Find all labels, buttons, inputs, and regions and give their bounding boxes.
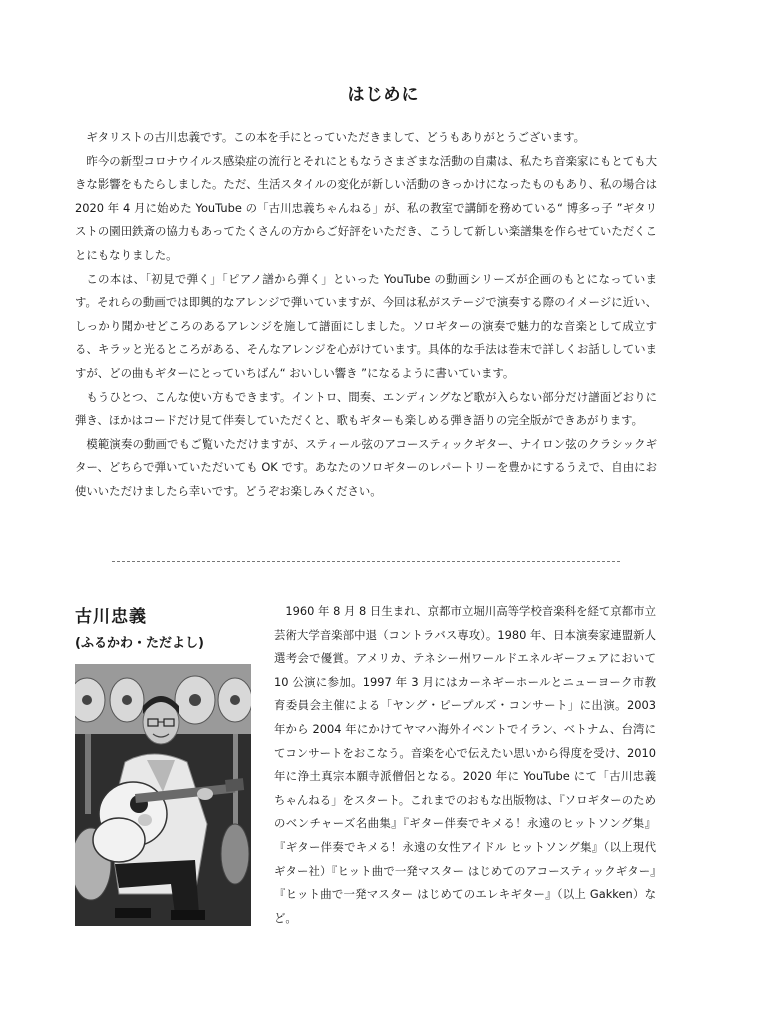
author-bio-text: 1960 年 8 月 8 日生まれ、京都市立堀川高等学校音楽科を経て京都市立芸術大学音楽部中退（コントラバス専攻）。1980 年、日本演奏家連盟新人選考会で優賞。アメリカ、テネシー州ワールドエネルギーフェアにおいて 10 公演に参加。1997 年 3 月にはカーネギーホールとニューヨーク市教育委員会主催による「ヤング・ピープルズ・コンサート」に出演。2003 年から 2004 年にかけてヤマハ海外イベントでイラン、ベトナム、台湾にてコンサートをおこなう。音楽を心で伝えたい思いから得度を受け、2010 年に浄土真宗本願寺派僧侶となる。2020 年に YouTube にて「古川忠義ちゃんねる」をスタート。これまでのおもな出版物は、『ソロギターのためのベンチャーズ名曲集』『ギター伴奏でキメる！永遠のヒットソング集』『ギター伴奏でキメる！永遠の女性アイドル ヒットソング集』（以上現代ギター社）『ヒット曲で一発マスター はじめてのアコースティックギター』『ヒット曲で一発マスター はじめてのエレキギター』（以上 Gakken）など。 bbox=[274, 604, 656, 925]
intro-paragraph: ギタリストの古川忠義です。この本を手にとっていただきまして、どうもありがとうございます。 bbox=[86, 130, 585, 144]
intro-text bbox=[75, 126, 657, 504]
intro-paragraph: 模範演奏の動画でもご覧いただけますが、スティール弦のアコースティックギター、ナイロン弦のクラシックギター、どちらで弾いていただいても OK です。あなたのソロギターのレパートリーを豊かにするうえで、自由にお使いいただけましたら幸いです。どうぞお楽しみください。 bbox=[75, 436, 657, 498]
intro-paragraph: 昨今の新型コロナウイルス感染症の流行とそれにともなうさまざまな活動の自粛は、私たち音楽家にもとても大きな影響をもたらしました。ただ、生活スタイルの変化が新しい活動のきっかけになったものもあり、私の場合は 2020 年 4 月に始めた YouTube の「古川忠義ちゃんねる」が、私の教室で講師を務めている“ 博多っ子 ”ギタリストの園田鉄斎の協力もあってたくさんの方からご好評をいただき、こうして新しい楽譜集を作らせていただくことにもなりました。 bbox=[75, 153, 657, 262]
author-name-reading: (ふるかわ・ただよし) bbox=[75, 636, 204, 651]
author-bio bbox=[274, 600, 656, 930]
page-title: はじめに bbox=[347, 85, 420, 105]
author-name: 古川忠義 bbox=[75, 607, 147, 627]
intro-paragraph: もうひとつ、こんな使い方もできます。イントロ、間奏、エンディングなど歌が入らない部分だけ譜面どおりに弾き、ほかはコードだけ見て伴奏していただくと、歌もギターも楽しめる弾き語りの完全版ができあがります。 bbox=[75, 389, 657, 428]
section-divider bbox=[112, 561, 620, 562]
intro-paragraph: この本は、「初見で弾く」「ピアノ譜から弾く」といった YouTube の動画シリーズが企画のもとになっています。それらの動画では即興的なアレンジで弾いていますが、今回は私がステージで演奏する際のイメージに近い、しっかり聞かせどころのあるアレンジを施して譜面にしました。ソロギターの演奏で魅力的な音楽として成立する、キラッと光るところがある、そんなアレンジを心がけています。具体的な手法は巻末で詳しくお話ししていますが、どの曲もギターにとっていちばん“ おいしい響き ”になるように書いています。 bbox=[75, 271, 657, 380]
author-photo bbox=[75, 664, 251, 926]
